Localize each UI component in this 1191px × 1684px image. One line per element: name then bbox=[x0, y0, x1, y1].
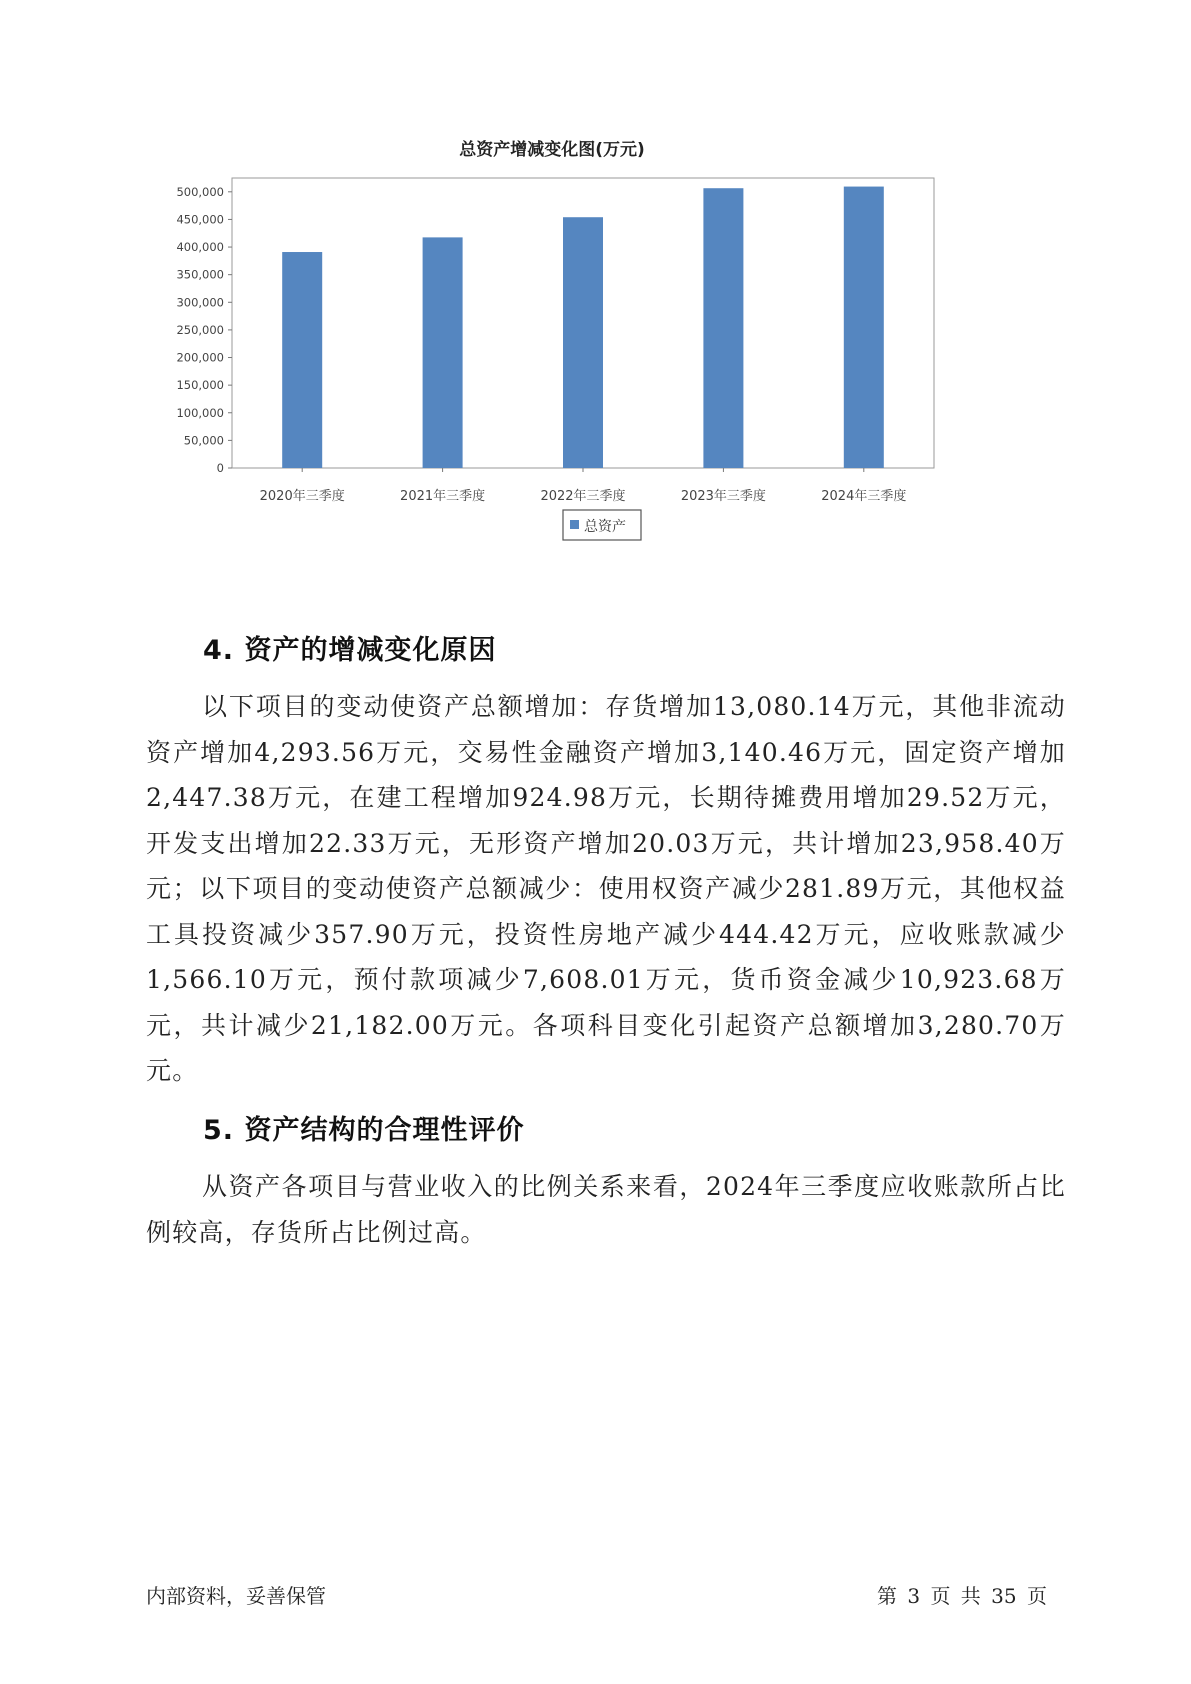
y-tick-label: 400,000 bbox=[176, 240, 224, 255]
total-assets-chart bbox=[150, 135, 1030, 595]
y-tick-label: 150,000 bbox=[176, 378, 224, 393]
section5-heading: 5. 资产结构的合理性评价 bbox=[203, 1115, 525, 1146]
chart-svg bbox=[150, 135, 1030, 595]
chart-title: 总资产增减变化图(万元) bbox=[459, 140, 645, 160]
x-tick-label: 2022年三季度 bbox=[540, 489, 626, 504]
x-tick-label: 2024年三季度 bbox=[821, 489, 907, 504]
chart-legend bbox=[563, 510, 641, 540]
y-tick-label: 350,000 bbox=[176, 267, 224, 282]
legend-swatch bbox=[570, 520, 579, 529]
bar bbox=[844, 187, 884, 468]
y-tick-label: 200,000 bbox=[176, 350, 224, 365]
footer-page-number: 第 3 页 共 35 页 bbox=[877, 1584, 1047, 1608]
legend-label: 总资产 bbox=[584, 519, 626, 535]
y-tick-label: 0 bbox=[216, 461, 224, 475]
x-tick-label: 2023年三季度 bbox=[680, 489, 766, 504]
bar bbox=[282, 252, 322, 468]
y-tick-label: 500,000 bbox=[176, 184, 224, 199]
chart-x-labels bbox=[260, 488, 907, 504]
y-tick-label: 50,000 bbox=[183, 433, 224, 448]
footer-confidential-note: 内部资料，妥善保管 bbox=[146, 1584, 326, 1608]
bar bbox=[423, 237, 463, 468]
x-tick-label: 2021年三季度 bbox=[400, 489, 486, 504]
bar bbox=[703, 188, 743, 468]
x-tick-label: 2020年三季度 bbox=[259, 489, 345, 504]
y-tick-label: 450,000 bbox=[176, 212, 224, 227]
y-tick-label: 300,000 bbox=[176, 295, 224, 310]
y-tick-label: 250,000 bbox=[176, 322, 224, 337]
y-tick-label: 100,000 bbox=[176, 405, 224, 420]
section5-paragraph: 从资产各项目与营业收入的比例关系来看，2024年三季度应收账款所占比例较高，存货所占比例过高。 bbox=[146, 1172, 1066, 1247]
section4-heading: 4. 资产的增减变化原因 bbox=[203, 635, 497, 666]
section4-paragraph: 以下项目的变动使资产总额增加：存货增加13,080.14万元，其他非流动资产增加4,293.56万元，交易性金融资产增加3,140.46万元，固定资产增加2,447.38万元，在建工程增加924.98万元，长期待摊费用增加29.52万元，开发支出增加22.33万元，无形资产增加20.03万元，共计增加23,958.40万元；以下项目的变动使资产总额减少：使用权资产减少281.89万元，其他权益工具投资减少357.90万元，投资性房地产减少444.42万元，应收账款减少1,566.10万元，预付款项减少7,608.01万元，货币资金减少10,923.68万元，共计减少21,182.00万元。各项科目变化引起资产总额增加3,280.70万元。 bbox=[146, 692, 1066, 1085]
bar bbox=[563, 217, 603, 468]
